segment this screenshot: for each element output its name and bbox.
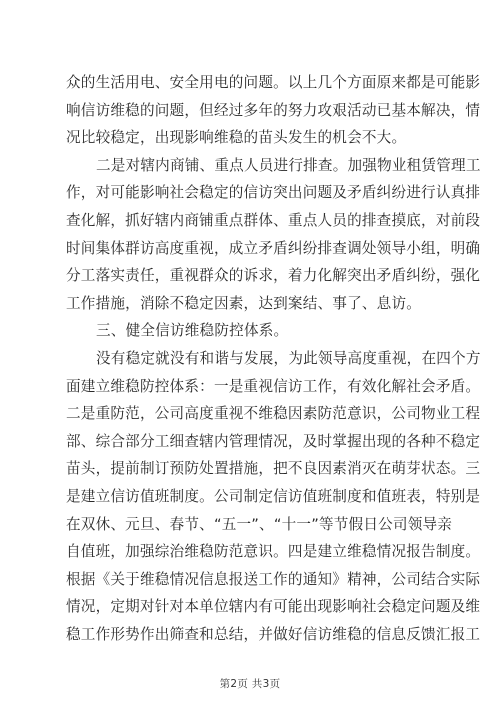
text-line: 二是对辖内商铺、重点人员进行排查。加强物业租赁管理工 [96, 156, 481, 174]
text-line: 在双休、元旦、春节、“五一”、“十一”等节假日公司领导亲 [66, 515, 453, 533]
text-line: 三、健全信访维稳防控体系。 [96, 322, 289, 340]
text-line: 自值班，加强综治维稳防范意识。四是建立维稳情况报告制度。 [66, 543, 481, 561]
page-number-footer: 第2页 共3页 [219, 678, 281, 690]
text-line: 二是重防范，公司高度重视不维稳因素防范意识，公司物业工程 [66, 405, 481, 423]
text-line: 分工落实责任，重视群众的诉求，着力化解突出矛盾纠纷，强化 [66, 267, 481, 285]
text-line: 稳工作形势作出筛查和总结，并做好信访维稳的信息反馈汇报工 [66, 625, 481, 643]
text-line: 面建立维稳防控体系：一是重视信访工作，有效化解社会矛盾。 [66, 377, 481, 395]
text-line: 查化解，抓好辖内商铺重点群体、重点人员的排查摸底，对前段 [66, 211, 481, 229]
text-line: 响信访维稳的问题，但经过多年的努力攻艰活动已基本解决，情 [66, 101, 481, 119]
text-line: 情况，定期对针对本单位辖内有可能出现影响社会稳定问题及维 [66, 598, 481, 616]
body-text [66, 69, 481, 648]
text-line: 时间集体群访高度重视，成立矛盾纠纷排查调处领导小组，明确 [66, 239, 481, 257]
text-line: 根据《关于维稳情况信息报送工作的通知》精神，公司结合实际 [66, 570, 481, 588]
text-line: 众的生活用电、安全用电的问题。以上几个方面原来都是可能影 [66, 74, 481, 91]
text-line: 工作措施，消除不稳定因素，达到案结、事了、息访。 [66, 294, 422, 312]
text-line: 是建立信访值班制度。公司制定信访值班制度和值班表，特别是 [66, 487, 481, 505]
text-line: 没有稳定就没有和谐与发展，为此领导高度重视，在四个方 [96, 349, 481, 367]
text-line: 况比较稳定，出现影响维稳的苗头发生的机会不大。 [66, 129, 407, 147]
text-line: 作，对可能影响社会稳定的信访突出问题及矛盾纠纷进行认真排 [66, 184, 481, 202]
text-line: 部、综合部分工细查辖内管理情况，及时掌握出现的各种不稳定 [66, 432, 481, 450]
text-line: 苗头，提前制订预防处置措施，把不良因素消灭在萌芽状态。三 [66, 460, 481, 478]
